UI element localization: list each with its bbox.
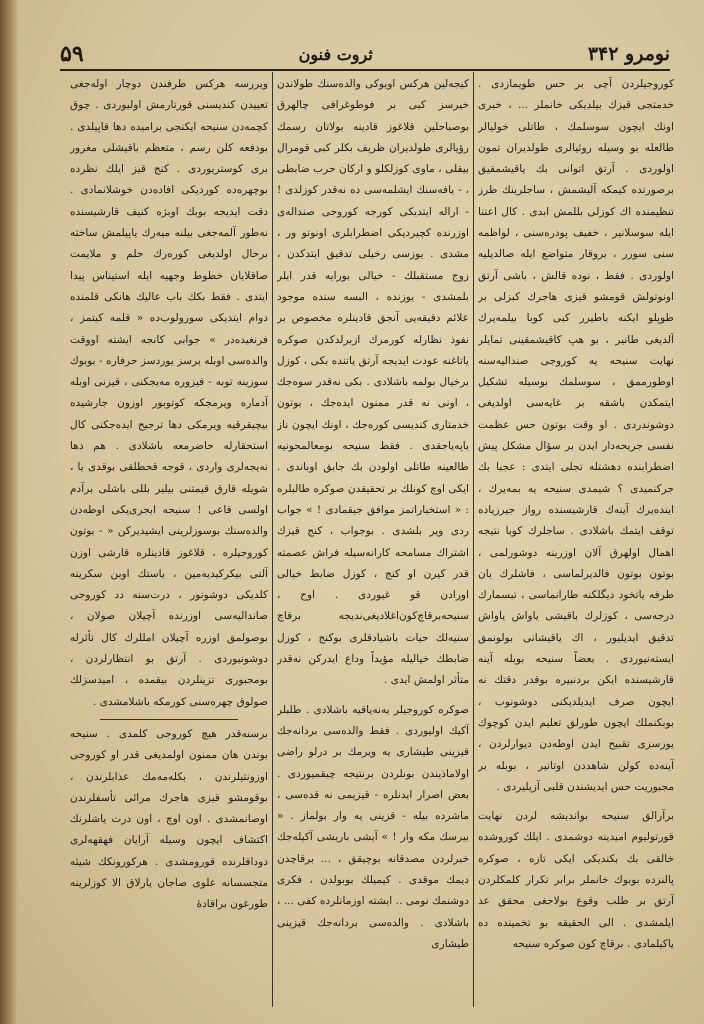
publication-title: ثروت فنون [298, 44, 373, 64]
column-divider-2 [272, 72, 273, 1007]
issue-number: نومرو ۳۴۲ [587, 43, 670, 65]
column-left [70, 74, 268, 1004]
column-right-paragraph-1: کوروجیلردن آچی بر حس طویمازدی . خدمتجی قیزك بیلدیکی خانملر ... ، خبری اونك ایچون سوسلمك ، طاتلی خولیالر طالعله بو وسیله روئیالری طولدیران تمون اولوردی . آرتق اتوانی بك یاقیشمقیق برصورتده کیمکه آلیشمش ، ساجلرینك طرز تنظیمنده اك کوزلی بللمش ابدی . کال اعتنا ایله سوسلانیر ، خفیف پودره‌سنی ، لواظمه سنی سورر ، بروقار متواضع ایله صالدیلیه اولوردی . فقط ، نوده قالش ، باشی آرتق اونوتولش قومشو قیزی هاجرك کبزلی بر طوپلو ایکنه باطیرر کبی کوبا بیلمه‌یرك آلدیغی طانیر ، بو هپ کاقیشمقینی تمایلر نهایت سنیحه یه کوروجی صندالیه‌سنه اوطورممق ، سوسلمك بوسیله تشکیل ایتمکدن باشقه بر غایه‌سی اولدیغی دوشو‌ندردی . او وقت بوتون حس عظمت نفسی جریحه‌دار ایدن بر سؤال مشکل پیش اضطرابنده دهشتله تجلی ایتدی : عجبا بك جرکنمیدی ؟ شیمدی سنیحه یه بمه‌یرك ، اینده‌یرك آینه‌ك قارشیسنده رواز جیرزیاده توقف ایتمك باشلادی . ساجلرك کوبا نتیجه اهمال اولهرق آلان اوزرینه دوشورلمی ، بوتون بوتون فالدیرلماسی ، فاشلرك یان طرفه یاتخود دیگلکنه طارانماسی ، تبسمارك درجه‌سی ، کوزلرك باقیشی یاواش یاواش تدقیق ایدیلیور ، اك یاقیشانی بولونمق ایسته‌نیوردی . بعضاً سنیحه بوبله آینه قارشیسنده ایکن بردنبیره بوقدر دقتك نه ایچون صرف ایدیلدیکنی دوشونوب ، بوبکنملك ایچون طورلق تعلیم ایدن کوچوك یوزسزی تقبیح ایدن اوطه‌دن دیوارلردن ، آینه‌ده کولن شاهددن اوتانیر ، بوبله بر مجبوریت حس ایدیشندن قلبی آزیلیردی . [478, 78, 674, 793]
paragraph-gap [478, 798, 674, 806]
paragraph-gap [277, 692, 469, 700]
column-middle-paragraph-1: کیجه‌لین هرکس اویوکی والده‌سنك طولاندن خیرسز کبی بر فوطوغرافی چالهرق بوصباحلین قلاغوز قادینه بولاتان رسمك رؤیالری طولدیران ظریف بکلر کبی قومرال بیقلی ، ماوی کوزلکلو و ارکان حرب ضابطی ، - یافه‌سنك ایشلمه‌سی ده نه‌قدر کوزلدی ! - اراله ایتدیکی کورجه کوروجی صنداله‌ی اوزرنده کچیردیکی اضطرابلری اونوتو ور ، مشدی . یوزسی رخیلی تدقیق ایتدکدن ، زوج مستقبلك - خیالی بورایه قدر ایلر بلمشدی - یوزنده ، البسه سنده موجود علائم دقیقه‌یی آنجق قادینلره مخصوص بر نفوذ نظارله کورمرك ازبرلدکدن صوکره یاتاغنه عودت ایدیجه آرتق یاتنده بکی ، کوزل برخیال بولمه باشلادی . بکی نه‌قدر سوه‌جك ، اونی نه قدر ممنون ایده‌جك ، بوتون خدمتاری کندیسی کوره‌جك ، اونك ایچون ناز یاپه‌یاجقدی . فقط سنیحه بومعالمحونیه طالعینه طاتلی اولودن بك جابق اوباندی . ایکی اوچ کونلك بر تحقیقدن صوکره طالبلره : « استخباراتمز موافق جیقمادی ! » جواب ردی ویر بلشدی . بوجواب ، کنج قیزك اشتراك مسامحه کارانه‌سیله فراش عصمته قدر کیرن او کنج ، کوزل ضابط خیالی اورادن قو غیوردی . اوح ، سنیحه‌برقاچ‌کون‌اغلادیغی‌ندیجه برقاچ سنیه‌لك حیات باشیادقلری بوکنج ، کوزل ضابطك خیالیله مؤیداً وداع ایدرکن نه‌قدر متأثر اولمش ایدی . [277, 78, 469, 687]
column-middle [277, 74, 469, 1004]
column-middle-paragraph-2: صوکره کوروجیلر یه‌نه‌یاقیه باشلادی . طلبلر آکیك اولیوردی . فقط والده‌سی بردانه‌جك قیزینی طیشاری یه ویرمك بر درلو راضی اولاماذیندن بونلردن برنتیجه چیقمیوردی . بعض اصرار ایدنلره - قیزیمی نه قده‌سی ، ماشرده بیله - قزینی یه وار بولماز . « بیرسك مکه وار ! » آیشی باریشی آکیله‌جك خبرلردن مصدقانه بوچیقق ، ... برقاچدن دیمك موقدی . کیمیلك بوبولدن ، فکری دوشنمك نومی .. ایشته اوزمانلرده کفی ... ، باشلادی . والده‌سی بردانه‌جك قیزینی طیشاری [277, 703, 469, 950]
section-separator [100, 719, 238, 720]
page-number: ۵۹ [60, 41, 84, 67]
page-header [60, 40, 670, 68]
column-right [478, 74, 674, 1004]
column-right-paragraph-2: برآرالق سنیحه بوانديشه لردن نهایت قورتولیوم امیدینه دوشمدی . ایلك کوروشده خالقی بك بكندیکی ایکی تازه ، صوکره پالنزده بوبوك خانملر برابر تکرار کلمکلردن آرتق بر طلب وقوع بولاجغی محقق عد ایلمشدی . الی الحقیقه بو تخمینده ده یاکیلمادی . برقاچ کون صوکره سنیحه [478, 810, 674, 950]
column-left-paragraph-2: برسنه‌قدر هیچ کوروجی کلمدی . سنیحه بوندن هان ممنون اولمدیغی قدر او کوروجی اوزونتیلرندن ، بکله‌مه‌مك عذابلرندن ، بوقومشو قیزی هاجرك مرائی تأسفلرندن اوصانمشدی . اون اوچ ، اون درت یاشلرنك اکتشاف ایچون وسیله آرایان فهقهه‌لری دوداقلرنده قورومشدی . هرکورونکك شیئه متجسسانه علوی صاجان یارلاق الا کوزلرینه طورغون براقادهٔ [70, 727, 268, 911]
column-left-paragraph-1: ویررسه هرکس طرفندن دوچار اوله‌جغی تعییدن کندیسنی قورتارمش اولیوردی . چوق کچمه‌دن سنیحه ایکنجی برامیده دها قاپیلدی . بودفعه کلن رسم ، متعظم باقیشلی مغرور بری کوستریوردی . کنج قیز ایلك نظرده بوچهره‌ده کوردیکی افاده‌دن خوشلانمادی . دقت ایدیجه بوبك اوبژه کنیف قارشیسنده نه‌طور آلمه‌جغی بیلنه‌ میه‌رك یاپیلمش ساخته برحال اولدیغی کوره‌رك حلم و ملایمت صاقلایان خطوط وجهیه ایله استیناس پیدا ایتدی . فقط بکك باب عالیك هانکی قلمنده دوام ایتدیکی سورولوب‌ده « قلمه کیتمز ، فرنغیده‌در » جوابی کانجه ایشته اووقت والده‌سی اوبله برسز یوردسز حرفاره - بوبوك سوزینه توبه - فیزوره مه‌یجکنی ، قیزنی اوبله آدماره ویرمجکه کوتوبور اوزون جارشیده بیچیقرقیه ویرمکی دها ترجیح ایده‌جکنی کال استحقارله حاضرمعه باشلادی . هم دها نه‌یجه‌لری واردی ، قوجه قحطلقی بوقدی یا ، شویله قارق قیمتنی بیلیر بللی باشلی برآدم اولسی قاعی ! سنیحه ابجری‌یکی اوطه‌دن والده‌سنك بوسوزلرینی ایشیدیرکن « - بوتون کوروجیلره ، قلاغوز قادینلره قارشی اوزن آلتی بیکرکیدیه‌مین ، یاستك اوبن سکرینه کلدیکی دوشونور ، درت‌سنه‌ دد کوروجی صاندالیه‌سی اوزرنده آچیلان صولان ، بوصولمق اوزره آچیلان امللرك کال تأثرله دوشونیوردی . آرتق بو انتظارلردن ، بومجبوری تزینلردن بیقمده ، امیدسزلك صولوق چهره‌سنی کورمكه باشلامشدی . [70, 78, 268, 708]
column-divider-1 [473, 72, 474, 1007]
binding-edge [0, 0, 18, 1024]
header-rule [60, 69, 670, 71]
